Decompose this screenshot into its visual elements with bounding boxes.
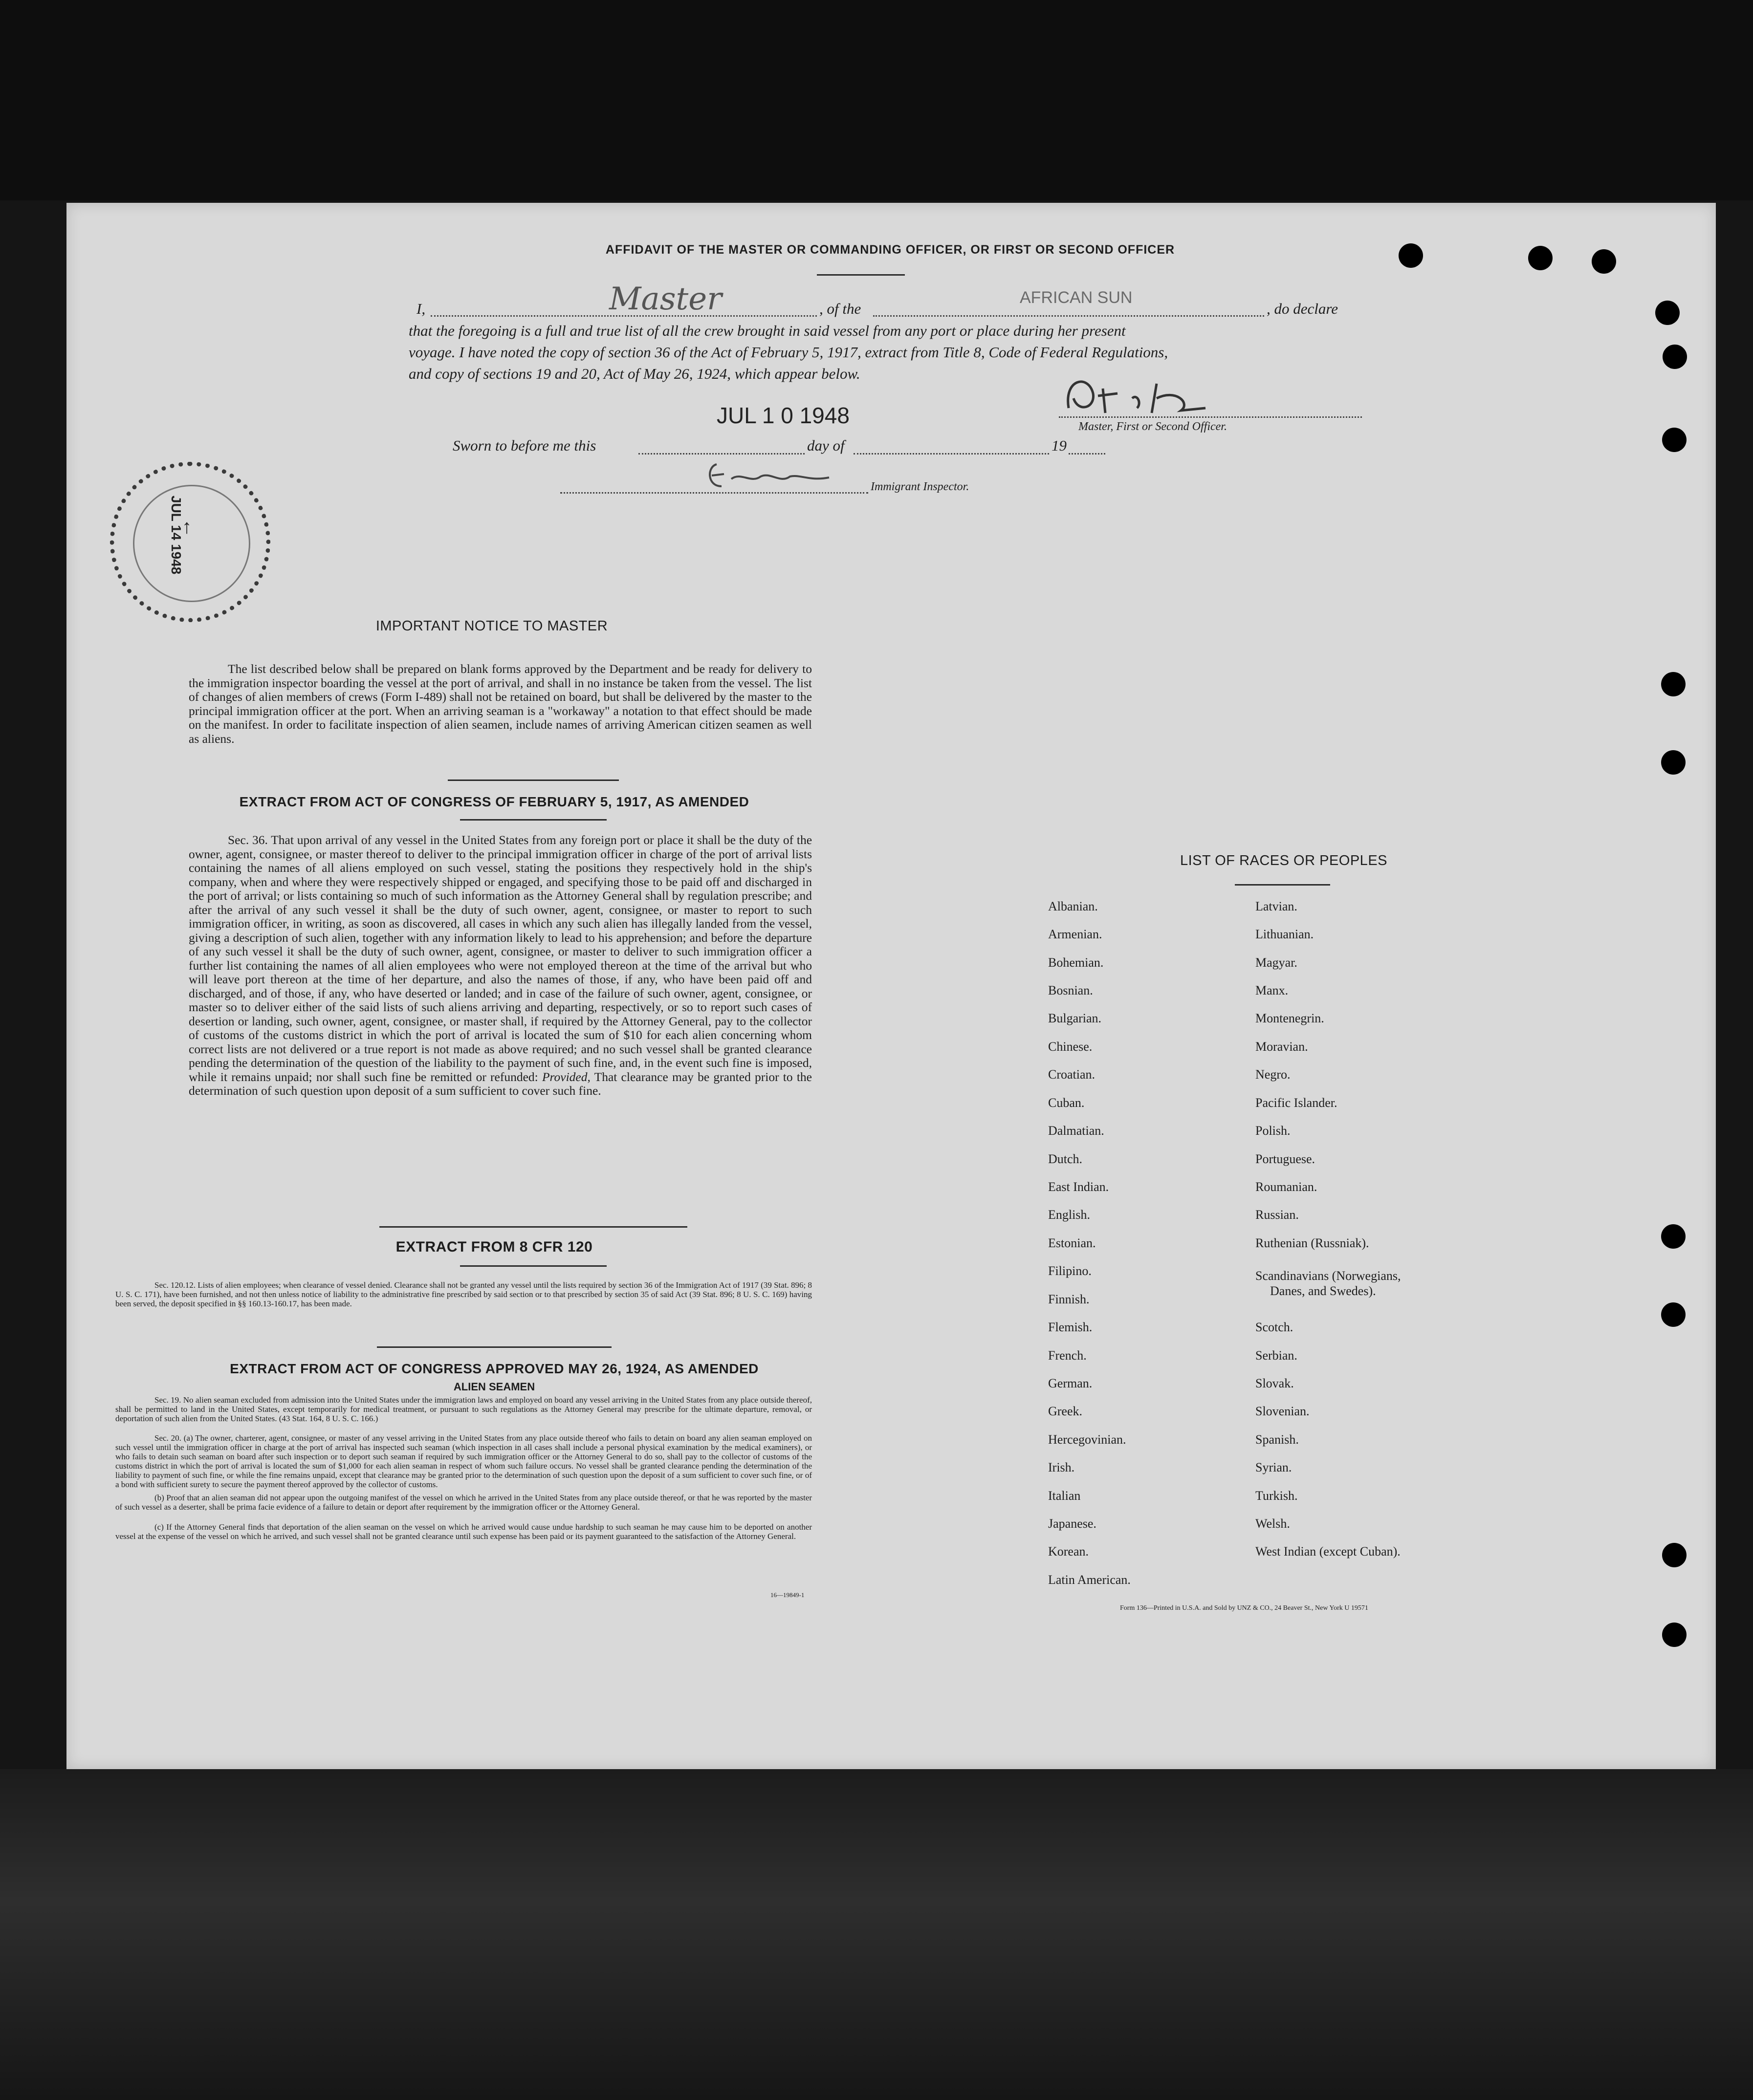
affidavit-line-3: voyage. I have noted the copy of section 36 of the Act of February 5, 1917, extract from Title 8, Code of Federal Regulations, [409,344,1168,361]
race-item: Cuban. [1048,1096,1085,1110]
punch-hole [1528,246,1553,270]
master-handwritten: Master [609,281,722,317]
arrow-up-icon: ↑ [182,516,192,538]
punch-hole [1661,1224,1686,1249]
race-item: Croatian. [1048,1067,1096,1082]
race-item: Slovak. [1255,1376,1294,1390]
manifest-page [66,203,1716,1769]
punch-hole [1661,1302,1686,1327]
punch-hole [1655,301,1680,325]
vessel-name-line [873,315,1264,317]
race-item: Latin American. [1048,1573,1131,1587]
races-title: LIST OF RACES OR PEOPLES [1180,853,1388,868]
race-item: Pacific Islander. [1255,1096,1337,1110]
section-20a-text: Sec. 20. (a) The owner, charterer, agent, consignee, or master of any vessel arriving in the United States from any place outside thereof who fails to detain on board any alien seaman employed on such vessel until the immigration officer in charge at the port of arrival has inspected such seaman (which inspection in all cases shall include a personal physical examination by the medical examiners), or who fails to detain such seaman on board after such inspection or to deport such seaman if required by such immigration officer or the Attorney General to do so, shall pay to the collector of customs of the customs district in which the port of arrival is located the sum of $1,000 for each alien seaman in respect of whom such failure occurs. No vessel shall be granted clearance pending the determination of the liability to payment of such fine, or while the fine remains unpaid, except that clearance may be granted prior to the determination of such question upon the deposit of a sum sufficient to cover such fine, or of a bond with sufficient surety to secure the payment thereof approved by the collector of customs. [115,1433,812,1489]
divider [448,779,619,781]
race-item: Hercegovinian. [1048,1432,1126,1447]
section-19-text: Sec. 19. No alien seaman excluded from admission into the United States under the immigration laws and employed on board any vessel arriving in the United States from any place outside thereof, shall be permitted to land in the United States, except temporarily for medical treatment, or pursuant to such regulations as the Attorney General may prescribe for the ultimate departure, removal, or deportation of such alien from the United States. (43 Stat. 164, 8 U. S. C. 166.) [115,1395,812,1423]
race-item: Dutch. [1048,1152,1083,1166]
i-label: I, [416,300,426,317]
race-item: Finnish. [1048,1292,1090,1306]
year-label: 19 [1052,437,1067,454]
punch-hole [1661,672,1686,696]
divider [460,1265,607,1267]
section-36-end: That clearance may be granted prior to the determination of such question upon deposit of a sum sufficient to cover such fine. [189,1069,812,1098]
race-item: Turkish. [1255,1489,1298,1503]
extract-cfr-title: EXTRACT FROM 8 CFR 120 [395,1239,593,1255]
race-item: German. [1048,1376,1093,1390]
sworn-year-line [1069,453,1105,455]
race-item: Lithuanian. [1255,927,1314,941]
divider [377,1346,612,1348]
race-item: Japanese. [1048,1516,1096,1531]
race-item: Italian [1048,1489,1081,1503]
extract-1924-title: EXTRACT FROM ACT OF CONGRESS APPROVED MAY 26, 1924, AS AMENDED [230,1361,759,1376]
punch-hole [1662,428,1687,452]
affidavit-line-4: and copy of sections 19 and 20, Act of May 26, 1924, which appear below. [409,365,860,382]
race-item: Serbian. [1255,1348,1297,1363]
race-item: West Indian (except Cuban). [1255,1544,1401,1559]
notice-body: The list described below shall be prepared on blank forms approved by the Department and be ready for delivery to the immigration inspector boarding the vessel at the port of arrival, and shall in no instance be taken from the vessel. The list of changes of alien members of crews (Form I-489) shall not be retained on board, but shall be delivered by the master to the principal immigration officer at the port. When an arriving seaman is a "workaway" a notation to that effect should be made on the manifest. In order to facilitate inspection of alien seamen, include names of arriving American citizen seamen as well as aliens. [189,662,812,746]
race-item: Portuguese. [1255,1152,1315,1166]
inspector-caption: Immigrant Inspector. [871,480,969,493]
race-item: Albanian. [1048,899,1098,913]
vessel-name: AFRICAN SUN [1020,288,1133,307]
race-item: Bohemian. [1048,955,1104,970]
scan-border-top [0,0,1753,200]
form-note: Form 136—Printed in U.S.A. and Sold by UNZ & CO., 24 Beaver St., New York U 19571 [1120,1604,1368,1612]
race-item: Estonian. [1048,1236,1096,1250]
race-item: East Indian. [1048,1180,1109,1194]
race-item: Armenian. [1048,927,1102,941]
race-item: Welsh. [1255,1516,1290,1531]
of-the-label: , of the [819,300,861,317]
stamp-inner-ring [133,485,250,602]
inspector-signature [702,457,863,496]
punch-hole [1662,1623,1687,1647]
punch-hole [1663,345,1687,369]
section-20c-text: (c) If the Attorney General finds that deportation of the alien seaman on the vessel on which he arrived would cause undue hardship to such seaman he may cause him to be deported on another vessel at the expense of the vessel on which he arrived, and such vessel shall not be granted clearance until such expense has been paid or its payment guaranteed to the satisfaction of the Attorney General. [115,1522,812,1541]
provided-label: Provided, [542,1069,591,1084]
date-stamp: JUL 1 0 1948 [717,403,850,428]
race-item: Korean. [1048,1544,1089,1559]
received-stamp [110,462,270,622]
section-36-text: That upon arrival of any vessel in the United States from any foreign port or place it shall be the duty of the owner, agent, consignee, or master thereof to deliver to the principal immigration officer in charge of the port of arrival lists containing the names of all aliens employed on such vessel, stating the positions they respectively hold in the ship's company, when and where they were respectively shipped or engaged, and specifying those to be paid off and discharged in the port of arrival; or lists containing so much of such information as the Attorney General shall by regulation prescribe; and after the arrival of any such vessel it shall be the duty of such owner, agent, consignee, or master to report to such immigration officer, in writing, as soon as discovered, all cases in which any such alien has illegally landed from the vessel, giving a description of such alien, together with any information likely to lead to his apprehension; and before the departure of any such vessel it shall be the duty of such owner, agent, consignee, or master to deliver to such immigration officer a further list containing the names of all alien employees who were not employed thereon at the time of the arrival but who will leave port thereon at the time of her departure, and also the names of those, if any, who have been paid off and discharged, and of those, if any, who have deserted or landed; and in case of the failure of such owner, agent, consignee, or master so to deliver either of the said lists of such aliens arriving and departing, respectively, or so to report such cases of desertion or landing, such owner, agent, consignee, or master shall, if required by the Attorney General, pay to the collector of customs of the customs district in which the port of arrival is located the sum of $10 for each alien concerning whom correct lists are not delivered or a true report is not made as above required; and no such vessel shall be granted clearance pending the determination of the question of the liability to the payment of such fine, and, in the event such fine is imposed, while it remains unpaid; nor shall such fine be remitted or refunded: [189,833,812,1084]
print-code: 16—19849-1 [770,1591,805,1599]
punch-hole [1592,249,1616,274]
race-item: Bulgarian. [1048,1011,1102,1025]
stamp-date: JUL 14 1948 [169,496,184,575]
race-item: Danes, and Swedes). [1270,1284,1376,1298]
punch-hole [1662,1543,1687,1567]
master-caption: Master, First or Second Officer. [1078,420,1227,433]
race-item: Latvian. [1255,899,1297,913]
section-label: Sec. 36. [228,833,268,847]
divider [817,274,905,276]
master-signature-line [1059,416,1362,418]
divider [379,1226,687,1228]
race-item: Manx. [1255,983,1289,997]
race-item: Magyar. [1255,955,1297,970]
race-item: English. [1048,1208,1090,1222]
race-item: Roumanian. [1255,1180,1317,1194]
race-item: Scandinavians (Norwegians, [1255,1269,1401,1283]
punch-hole [1399,243,1423,268]
punch-hole [1661,750,1686,775]
race-item: Irish. [1048,1460,1075,1474]
race-item: Negro. [1255,1067,1291,1082]
race-item: Spanish. [1255,1432,1299,1447]
race-item: Bosnian. [1048,983,1093,997]
scan-border-bottom [0,1769,1753,2100]
race-item: Flemish. [1048,1320,1093,1334]
race-item: French. [1048,1348,1087,1363]
extract-1917-body [189,833,812,1098]
master-signature [1059,369,1220,423]
sworn-day-line [638,453,805,455]
race-item: Polish. [1255,1124,1291,1138]
notice-title: IMPORTANT NOTICE TO MASTER [375,618,608,634]
section-20b-text: (b) Proof that an alien seaman did not appear upon the outgoing manifest of the vessel on which he arrived in the United States from any place outside thereof, or that he was reported by the master of such vessel as a deserter, shall be prima facie evidence of a failure to detain or deport after requirement by the immigration officer or the Attorney General. [115,1493,812,1512]
race-item: Syrian. [1255,1460,1292,1474]
sworn-label: Sworn to before me this [453,437,596,454]
race-item: Russian. [1255,1208,1299,1222]
race-item: Slovenian. [1255,1404,1310,1418]
affidavit-title: AFFIDAVIT OF THE MASTER OR COMMANDING OFFICER, OR FIRST OR SECOND OFFICER [605,243,1175,257]
affidavit-line-2: that the foregoing is a full and true list of all the crew brought in said vessel from any port or place during her present [409,322,1126,339]
extract-cfr-body: Sec. 120.12. Lists of alien employees; when clearance of vessel denied. Clearance shall not be granted any vessel until the lists required by section 36 of the Immigration Act of 1917 (39 Stat. 896; 8 U. S. C. 171), have been furnished, and not then unless notice of liability to the administrative fine prescribed by said section or to that prescribed by section 35 of said Act (39 Stat. 896; 8 U. S. C. 169) having been served, the deposit specified in §§ 160.13-160.17, has been made. [115,1280,812,1308]
race-item: Ruthenian (Russniak). [1255,1236,1369,1250]
race-item: Filipino. [1048,1264,1092,1278]
race-item: Dalmatian. [1048,1124,1104,1138]
extract-1917-title: EXTRACT FROM ACT OF CONGRESS OF FEBRUARY 5, 1917, AS AMENDED [239,794,749,809]
race-item: Scotch. [1255,1320,1293,1334]
race-item: Montenegrin. [1255,1011,1324,1025]
extract-1924-subtitle: ALIEN SEAMEN [453,1381,535,1393]
day-of-label: day of [807,437,845,454]
race-item: Moravian. [1255,1039,1308,1054]
race-item: Chinese. [1048,1039,1093,1054]
race-item: Greek. [1048,1404,1083,1418]
sworn-month-line [854,453,1049,455]
divider [460,819,607,821]
divider [1235,884,1330,886]
do-declare-label: , do declare [1267,300,1338,317]
